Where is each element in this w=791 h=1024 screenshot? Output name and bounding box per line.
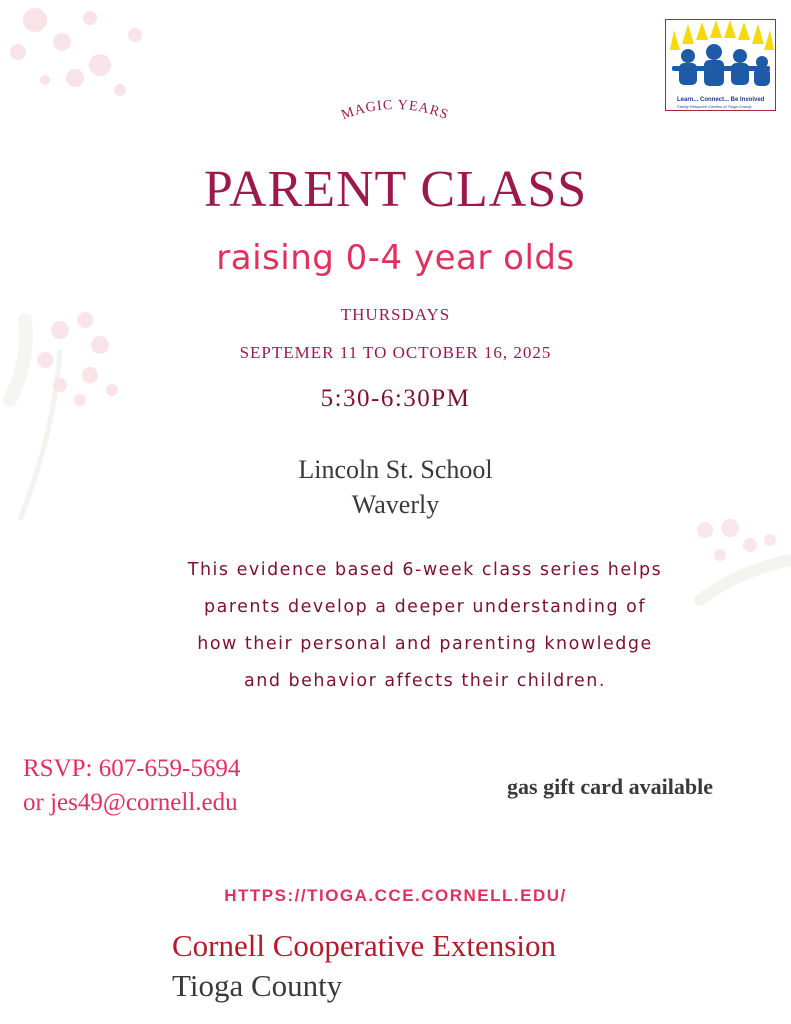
- logo-subtag: Family Resource Centers of Tioga County: [677, 104, 752, 109]
- description-line: how their personal and parenting knowledge: [197, 634, 653, 654]
- page-subtitle: raising 0-4 year olds: [216, 238, 575, 278]
- location-town: Waverly: [351, 490, 440, 519]
- gift-card-note: gas gift card available: [507, 774, 713, 799]
- class-day: THURSDAYS: [340, 305, 451, 324]
- logo-tagline: Learn... Connect... Be Involved: [677, 97, 765, 103]
- class-description: [130, 552, 720, 700]
- location: [0, 452, 791, 522]
- description-line: This evidence based 6-week class series helps: [187, 560, 663, 580]
- org-name: Cornell Cooperative Extension: [172, 928, 556, 963]
- family-resource-center-logo: [665, 19, 776, 111]
- description-line: and behavior affects their children.: [244, 671, 606, 691]
- svg-text:MAGIC YEARS: MAGIC YEARS: [339, 97, 451, 124]
- class-dates: SEPTEMER 11 TO OCTOBER 16, 2025: [239, 343, 552, 362]
- page-title: PARENT CLASS: [203, 161, 588, 218]
- website-link[interactable]: HTTPS://TIOGA.CCE.CORNELL.EDU/: [224, 886, 567, 905]
- description-line: parents develop a deeper understanding of: [204, 597, 646, 617]
- org-county: Tioga County: [172, 968, 343, 1003]
- rsvp-email[interactable]: or jes49@cornell.edu: [23, 789, 238, 816]
- magic-years-arc-text: [300, 90, 490, 140]
- rsvp-contact: [23, 752, 343, 820]
- location-school: Lincoln St. School: [298, 455, 493, 484]
- rsvp-phone[interactable]: RSVP: 607-659-5694: [23, 755, 241, 782]
- class-time: 5:30-6:30PM: [320, 385, 471, 412]
